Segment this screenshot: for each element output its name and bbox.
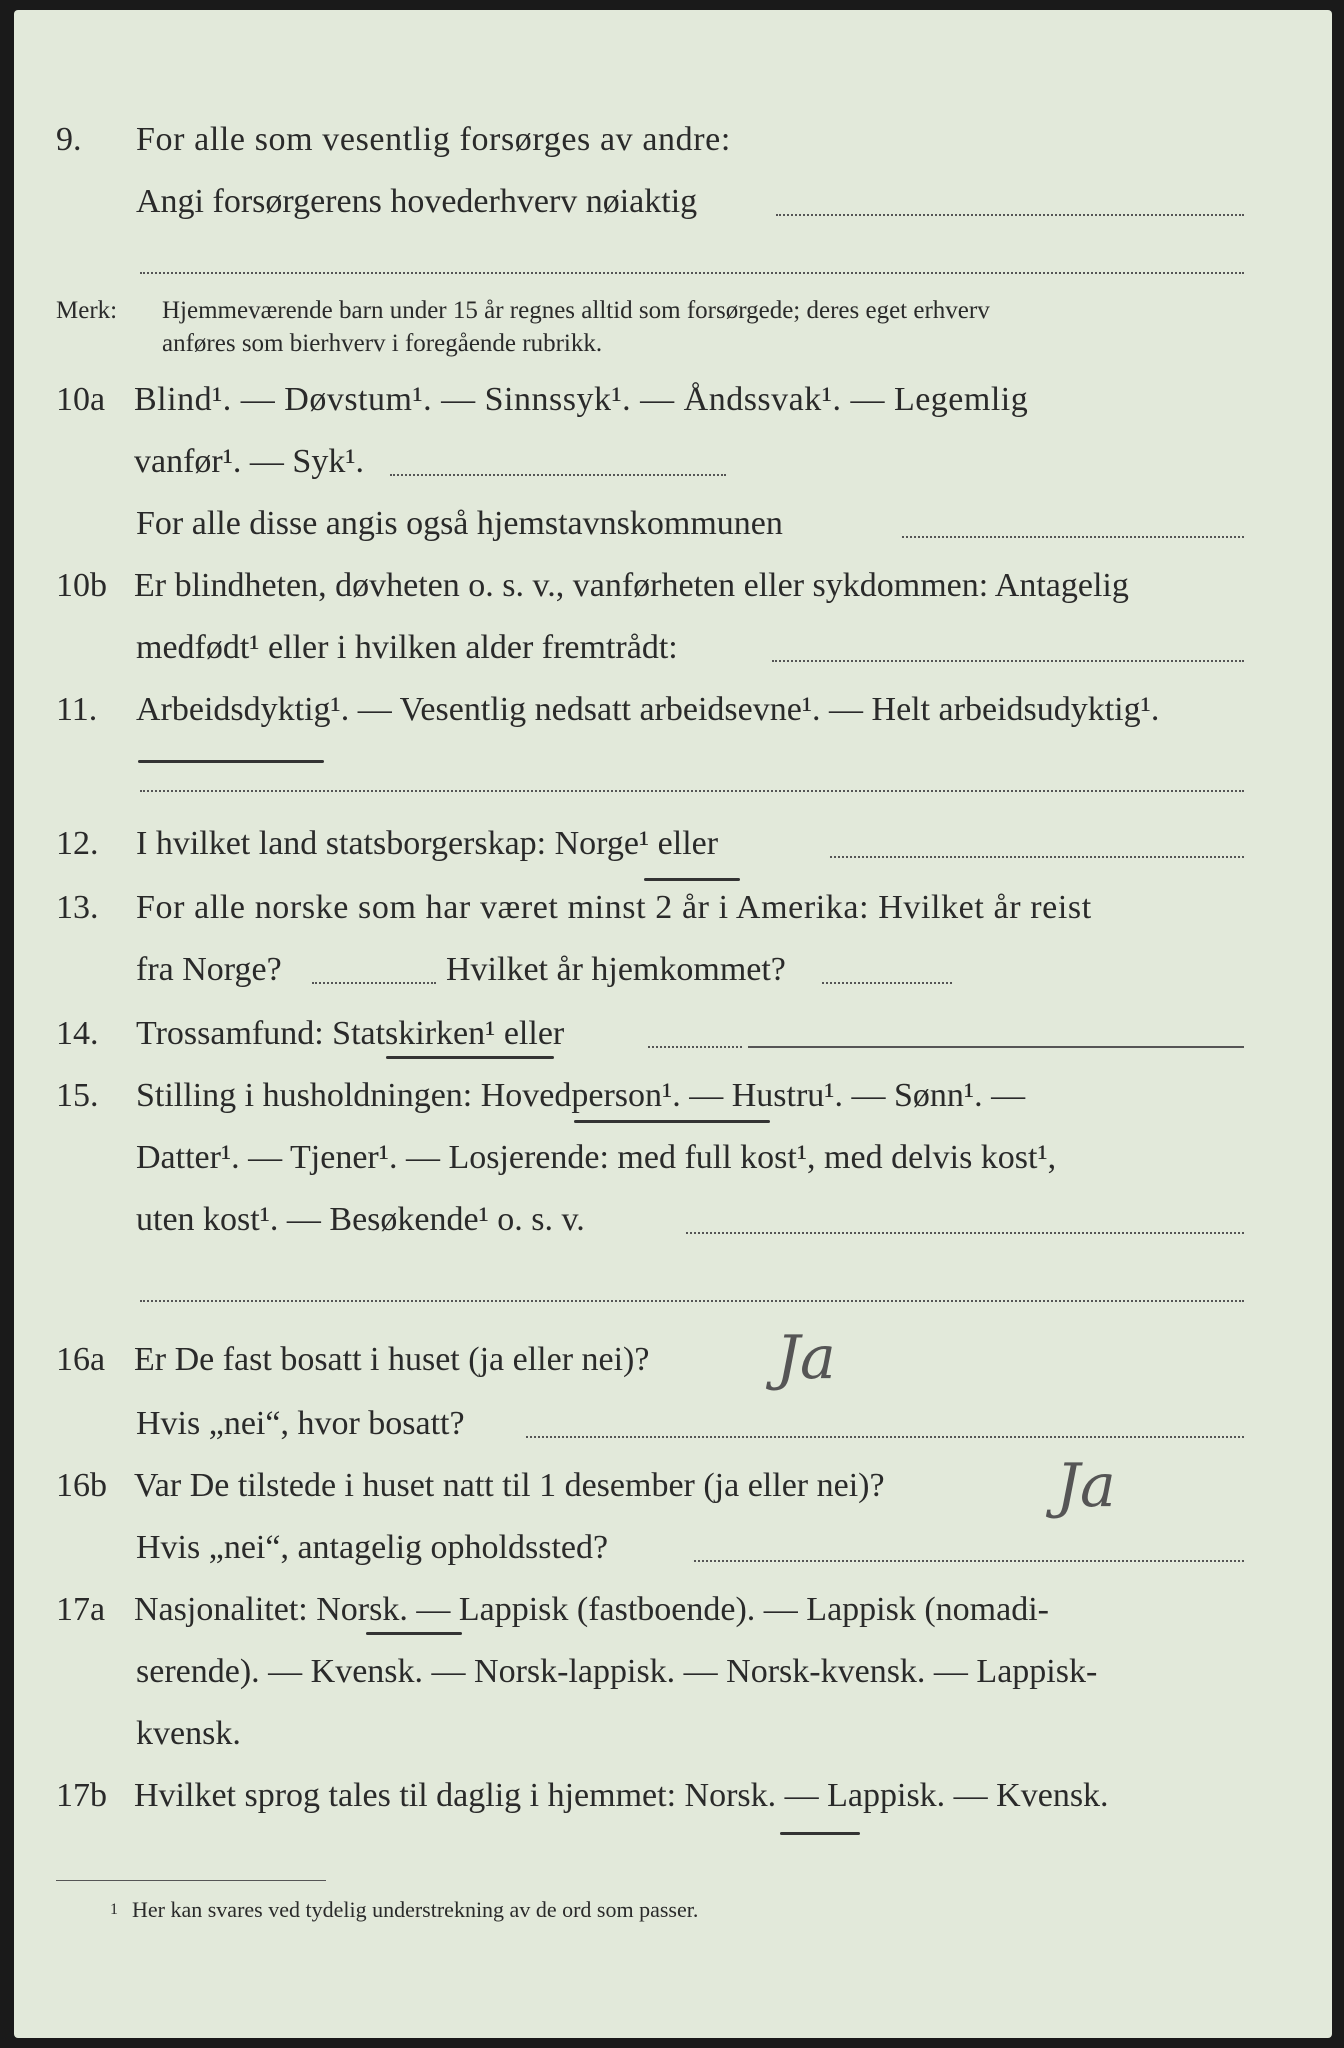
- q10a-home-municipality-line[interactable]: [902, 536, 1244, 538]
- q17b-line1: Hvilket sprog tales til daglig i hjemmet: Norsk. — Lappisk. — Kvensk.: [134, 1777, 1109, 1814]
- q13-line1: For alle norske som har været minst 2 år i Amerika: Hvilket år reist: [136, 889, 1092, 926]
- q12-answer-line[interactable]: [830, 856, 1244, 858]
- q9-answer-line[interactable]: [776, 214, 1244, 216]
- q15-line2: Datter¹. — Tjener¹. — Losjerende: med full kost¹, med delvis kost¹,: [136, 1139, 1057, 1176]
- q14-answer-line-solid[interactable]: [748, 1046, 1244, 1048]
- q14-line1: Trossamfund: Statskirken¹ eller: [136, 1015, 565, 1052]
- q9-line2: Angi forsørgerens hovederhverv nøiaktig: [136, 183, 698, 220]
- q10a-sick-answer-line[interactable]: [390, 474, 726, 476]
- q16b-line1: Var De tilstede i huset natt til 1 desember (ja eller nei)?: [134, 1467, 885, 1504]
- q15-line1: Stilling i husholdningen: Hovedperson¹. — Hustru¹. — Sønn¹. —: [136, 1077, 1026, 1114]
- q15-line3: uten kost¹. — Besøkende¹ o. s. v.: [136, 1201, 585, 1238]
- question-number-17a: 17a: [56, 1591, 106, 1628]
- q17a-line1: Nasjonalitet: Norsk. — Lappisk (fastboende). — Lappisk (nomadi-: [134, 1591, 1049, 1628]
- q16b-handwritten-answer: Ja: [1056, 1451, 1116, 1521]
- question-number-15: 15.: [56, 1077, 99, 1114]
- q13-year-left-line[interactable]: [312, 982, 436, 984]
- q13-year-returned-line[interactable]: [822, 982, 952, 984]
- q13-line2b: Hvilket år hjemkommet?: [446, 951, 786, 988]
- q16b-line2: Hvis „nei“, antagelig opholdssted?: [136, 1529, 609, 1566]
- q11-answer-line[interactable]: [140, 790, 1244, 792]
- q9-answer-line-2[interactable]: [140, 272, 1244, 274]
- q17a-line2: serende). — Kvensk. — Norsk-lappisk. — Norsk-kvensk. — Lappisk-: [136, 1653, 1098, 1690]
- q16a-line1: Er De fast bosatt i huset (ja eller nei)?: [134, 1341, 650, 1378]
- q11-underline-arbeidsdyktig: [138, 760, 324, 763]
- q16b-answer-line[interactable]: [694, 1560, 1244, 1562]
- q10b-answer-line[interactable]: [772, 660, 1244, 662]
- q16a-line2: Hvis „nei“, hvor bosatt?: [136, 1405, 465, 1442]
- question-number-17b: 17b: [56, 1777, 107, 1814]
- q14-underline-statskirken: [386, 1056, 554, 1059]
- q10b-line1: Er blindheten, døvheten o. s. v., vanførheten eller sykdommen: Antagelig: [134, 567, 1129, 604]
- q11-line1: Arbeidsdyktig¹. — Vesentlig nedsatt arbeidsevne¹. — Helt arbeidsudyktig¹.: [136, 691, 1160, 728]
- q16a-handwritten-answer: Ja: [776, 1323, 836, 1393]
- q9-line1: For alle som vesentlig forsørges av andre:: [136, 121, 731, 158]
- q13-line2a: fra Norge?: [136, 951, 282, 988]
- q17a-line3: kvensk.: [136, 1715, 241, 1752]
- question-number-12: 12.: [56, 825, 99, 862]
- q10a-line1: Blind¹. — Døvstum¹. — Sinnssyk¹. — Åndssvak¹. — Legemlig: [134, 381, 1029, 418]
- q10a-line2: vanfør¹. — Syk¹.: [134, 443, 365, 480]
- question-number-10b: 10b: [56, 567, 107, 604]
- q15-underline-hovedperson: [574, 1120, 770, 1123]
- q10b-line2: medfødt¹ eller i hvilken alder fremtrådt:: [136, 629, 678, 666]
- footnote-marker: 1: [110, 1901, 118, 1918]
- note-line1: Hjemmeværende barn under 15 år regnes alltid som forsørgede; deres eget erhverv: [162, 297, 990, 324]
- q10a-line3: For alle disse angis også hjemstavnskommunen: [136, 505, 783, 542]
- footnote-text: Her kan svares ved tydelig understrekning av de ord som passer.: [132, 1897, 699, 1922]
- question-number-16a: 16a: [56, 1341, 106, 1378]
- q12-line1: I hvilket land statsborgerskap: Norge¹ eller: [136, 825, 719, 862]
- question-number-11: 11.: [56, 691, 98, 728]
- note-label: Merk:: [56, 297, 118, 324]
- q15-answer-line-2[interactable]: [140, 1300, 1244, 1302]
- q12-underline-norge: [644, 878, 740, 881]
- q15-answer-line[interactable]: [686, 1232, 1244, 1234]
- question-number-14: 14.: [56, 1015, 99, 1052]
- question-number-16b: 16b: [56, 1467, 107, 1504]
- note-line2: anføres som bierhverv i foregående rubrikk.: [162, 330, 603, 357]
- q16a-answer-line[interactable]: [526, 1436, 1244, 1438]
- footnote-rule: [56, 1880, 326, 1881]
- question-number-9: 9.: [56, 121, 82, 158]
- question-number-10a: 10a: [56, 381, 106, 418]
- q14-answer-line[interactable]: [648, 1046, 742, 1048]
- q17a-underline-norsk: [366, 1632, 462, 1635]
- question-number-13: 13.: [56, 889, 99, 926]
- q17b-underline-norsk: [780, 1832, 860, 1835]
- census-form-page: [14, 10, 1332, 2038]
